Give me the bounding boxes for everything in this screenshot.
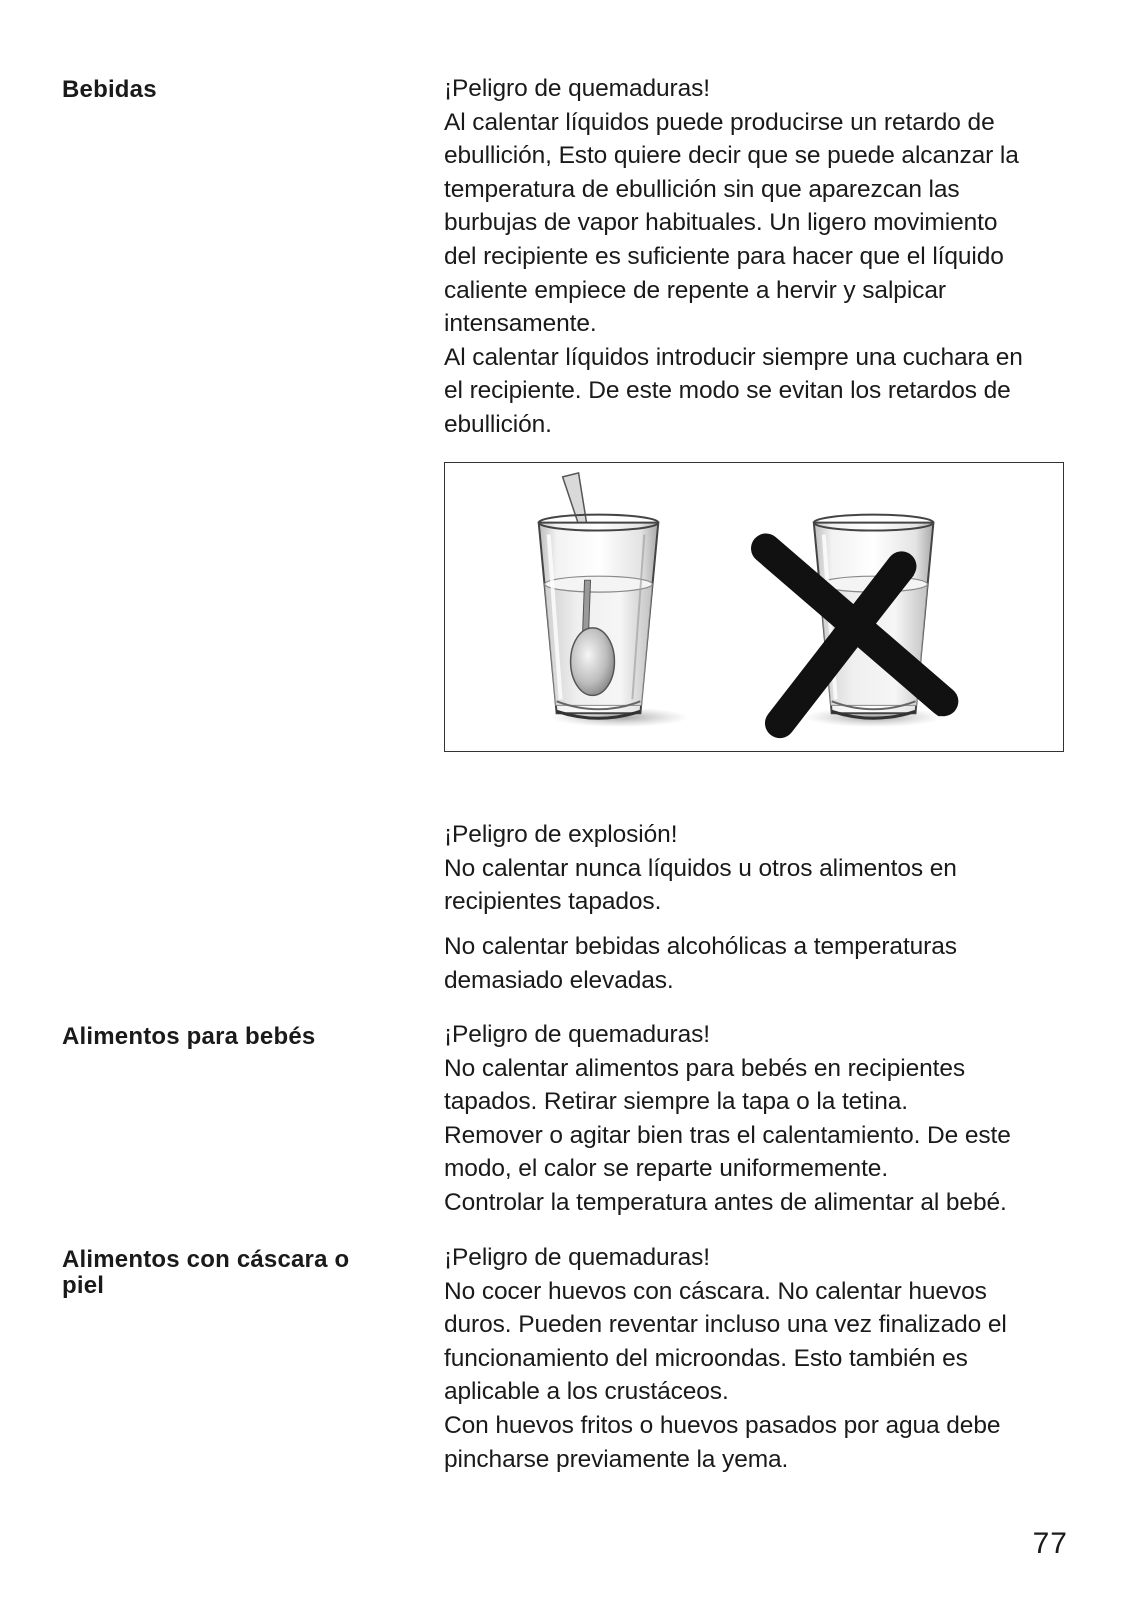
spoon-illustration — [444, 462, 1064, 752]
text-line: No calentar alimentos para bebés en recipientes — [444, 1054, 965, 1082]
text-line: pincharse previamente la yema. — [444, 1445, 789, 1473]
text-line: ¡Peligro de quemaduras! — [444, 1244, 710, 1271]
text-line: Con huevos fritos o huevos pasados por agua debe — [444, 1411, 1001, 1439]
text-line: Controlar la temperatura antes de alimentar al bebé. — [444, 1188, 1007, 1216]
heading-line: piel — [62, 1272, 105, 1299]
cascara-burn-warning — [444, 1241, 1084, 1476]
text-line: temperatura de ebullición sin que aparezcan las — [444, 175, 960, 203]
bebidas-burn-warning — [444, 72, 1084, 442]
heading-alimentos-bebes: Alimentos para bebés — [62, 1023, 316, 1050]
text-line: No calentar nunca líquidos u otros alimentos en — [444, 854, 957, 882]
text-line: caliente empiece de repente a hervir y salpicar — [444, 276, 946, 304]
page-number: 77 — [1032, 1527, 1068, 1560]
text-line: No cocer huevos con cáscara. No calentar huevos — [444, 1277, 987, 1305]
text-line: ¡Peligro de quemaduras! — [444, 75, 710, 102]
text-line: ¡Peligro de quemaduras! — [444, 1021, 710, 1048]
text-line: Al calentar líquidos introducir siempre una cuchara en — [444, 343, 1023, 371]
text-line: demasiado elevadas. — [444, 966, 674, 994]
text-line: ebullición. — [444, 410, 552, 438]
text-line: el recipiente. De este modo se evitan los retardos de — [444, 377, 1011, 405]
text-line: ebullición, Esto quiere decir que se puede alcanzar la — [444, 142, 1019, 170]
text-line: Remover o agitar bien tras el calentamiento. De este — [444, 1121, 1011, 1149]
text-line: tapados. Retirar siempre la tapa o la tetina. — [444, 1088, 908, 1116]
text-line: Al calentar líquidos puede producirse un retardo de — [444, 108, 995, 136]
text-line: del recipiente es suficiente para hacer que el líquido — [444, 242, 1004, 270]
bebes-burn-warning — [444, 1018, 1084, 1220]
text-line: No calentar bebidas alcohólicas a temperaturas — [444, 933, 957, 960]
bebidas-alcohol-warning — [444, 930, 1084, 997]
text-line: duros. Pueden reventar incluso una vez finalizado el — [444, 1311, 1007, 1339]
glass-with-spoon-icon — [539, 473, 690, 727]
text-line: burbujas de vapor habituales. Un ligero movimiento — [444, 209, 998, 237]
text-line: funcionamiento del microondas. Esto también es — [444, 1344, 968, 1372]
crossed-out-glass-icon — [760, 515, 949, 731]
heading-line: Alimentos con cáscara o — [62, 1246, 350, 1273]
text-line: aplicable a los crustáceos. — [444, 1378, 729, 1406]
heading-bebidas: Bebidas — [62, 76, 157, 103]
text-line: ¡Peligro de explosión! — [444, 821, 678, 848]
text-line: modo, el calor se reparte uniformemente. — [444, 1155, 889, 1183]
bebidas-explosion-warning — [444, 818, 1084, 919]
text-line: intensamente. — [444, 310, 597, 338]
text-line: recipientes tapados. — [444, 888, 662, 916]
heading-alimentos-cascara — [62, 1247, 382, 1299]
